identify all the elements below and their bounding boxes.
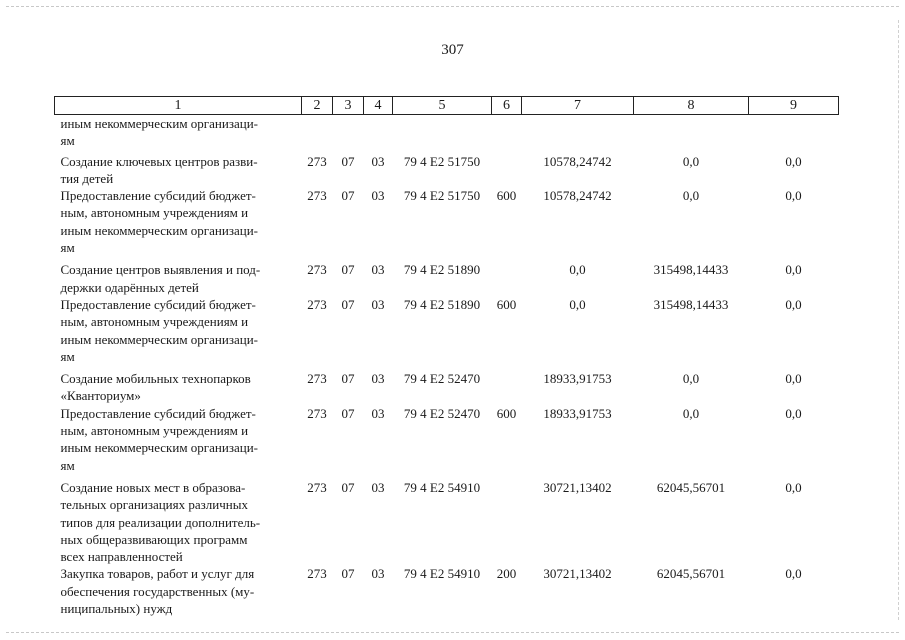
row-cell-c3: 07 (341, 296, 355, 312)
table-body (55, 115, 839, 618)
scan-bottom-edge (6, 632, 899, 633)
row-cell-c6: 600 (496, 188, 517, 204)
row-cell-c8: 0,0 (682, 153, 700, 169)
header-cell: 8 (634, 97, 749, 115)
row-cell-c2 (302, 115, 333, 150)
row-cell-c5: 79 4 Е2 54910 (403, 479, 481, 495)
row-description: Создание новых мест в образова- тельных организациях различных типов для реализации дополнитель- ных общеразвивающих программ всех направленностей (60, 479, 261, 565)
row-cell-c4: 03 (371, 262, 385, 278)
row-cell-c7: 30721,13402 (543, 479, 612, 495)
budget-table-wrapper (54, 96, 838, 617)
row-cell-c6 (492, 365, 522, 405)
row-description: иным некоммерческим организаци- ям (60, 116, 258, 149)
row-cell-c6 (492, 474, 522, 565)
row-cell-c3: 07 (341, 188, 355, 204)
table-row (55, 405, 839, 474)
row-description: Предоставление субсидий бюджет- ным, автономным учреждениям и иным некоммерческим организаци- ям (60, 296, 258, 364)
row-cell-c4: 03 (371, 296, 385, 312)
row-cell-c5: 79 4 Е2 51890 (403, 262, 481, 278)
table-row (55, 474, 839, 565)
row-cell-c8: 0,0 (682, 371, 700, 387)
header-cell: 2 (302, 97, 333, 115)
row-cell-c7 (522, 115, 634, 150)
row-description: Создание центров выявления и под- держки одарённых детей (60, 262, 261, 295)
row-description: Предоставление субсидий бюджет- ным, автономным учреждениям и иным некоммерческим организаци- ям (60, 188, 258, 256)
row-cell-c7: 18933,91753 (543, 405, 612, 421)
row-description: Предоставление субсидий бюджет- ным, автономным учреждениям и иным некоммерческим организаци- ям (60, 405, 258, 473)
table-row (55, 187, 839, 256)
row-cell-c2: 273 (307, 479, 327, 495)
row-cell-c9: 0,0 (785, 188, 802, 204)
row-cell-c2: 273 (307, 296, 327, 312)
row-description: Создание ключевых центров разви- тия детей (60, 153, 258, 186)
row-cell-c9: 0,0 (785, 371, 802, 387)
row-cell-c2: 273 (307, 188, 327, 204)
header-cell: 6 (492, 97, 522, 115)
row-cell-c4 (364, 115, 393, 150)
table-row (55, 365, 839, 405)
row-cell-c8: 0,0 (682, 188, 700, 204)
budget-table (54, 96, 839, 617)
row-cell-c6: 200 (496, 566, 517, 582)
row-cell-c4: 03 (371, 371, 385, 387)
row-cell-c7: 0,0 (569, 296, 586, 312)
row-cell-c4: 03 (371, 566, 385, 582)
row-cell-c5: 79 4 Е2 51890 (403, 296, 481, 312)
table-row (55, 296, 839, 365)
row-cell-c9 (749, 115, 839, 150)
row-cell-c2: 273 (307, 566, 327, 582)
row-cell-c5: 79 4 Е2 54910 (403, 566, 481, 582)
row-cell-c8: 315498,14433 (653, 262, 729, 278)
row-cell-c4: 03 (371, 153, 385, 169)
page-number: 307 (441, 42, 464, 58)
table-row (55, 565, 839, 617)
row-cell-c3: 07 (341, 405, 355, 421)
row-cell-c6: 600 (496, 296, 517, 312)
row-cell-c2: 273 (307, 405, 327, 421)
row-cell-c7: 0,0 (569, 262, 586, 278)
row-cell-c3: 07 (341, 371, 355, 387)
row-cell-c7: 30721,13402 (543, 566, 612, 582)
row-cell-c4: 03 (371, 188, 385, 204)
row-cell-c8: 62045,56701 (656, 566, 726, 582)
row-cell-c9: 0,0 (785, 479, 802, 495)
header-cell: 7 (522, 97, 634, 115)
header-cell: 5 (393, 97, 492, 115)
row-cell-c6 (492, 115, 522, 150)
row-cell-c8 (634, 115, 749, 150)
row-cell-c5 (393, 115, 492, 150)
row-cell-c2: 273 (307, 153, 327, 169)
table-row (55, 115, 839, 150)
row-cell-c6: 600 (496, 405, 517, 421)
row-cell-c2: 273 (307, 371, 327, 387)
row-cell-c8: 62045,56701 (656, 479, 726, 495)
header-row (55, 97, 839, 115)
header-cell: 3 (333, 97, 364, 115)
row-cell-c3: 07 (341, 479, 355, 495)
row-cell-c8: 0,0 (682, 405, 700, 421)
table-row (55, 256, 839, 296)
row-cell-c9: 0,0 (785, 153, 802, 169)
header-cell: 4 (364, 97, 393, 115)
row-cell-c7: 18933,91753 (543, 371, 612, 387)
row-cell-c3: 07 (341, 153, 355, 169)
row-cell-c5: 79 4 Е2 52470 (403, 371, 481, 387)
header-cell: 1 (55, 97, 302, 115)
row-description: Создание мобильных технопарков «Кванториум» (60, 371, 251, 404)
row-cell-c7: 10578,24742 (543, 188, 612, 204)
row-cell-c6 (492, 256, 522, 296)
row-cell-c3: 07 (341, 566, 355, 582)
row-cell-c2: 273 (307, 262, 327, 278)
header-cell: 9 (749, 97, 839, 115)
row-cell-c4: 03 (371, 479, 385, 495)
row-cell-c3 (333, 115, 364, 150)
row-cell-c5: 79 4 Е2 51750 (403, 188, 481, 204)
row-description: Закупка товаров, работ и услуг для обеспечения государственных (му- ниципальных) нужд (60, 566, 255, 617)
row-cell-c9: 0,0 (785, 262, 802, 278)
row-cell-c9: 0,0 (785, 566, 802, 582)
row-cell-c5: 79 4 Е2 51750 (403, 153, 481, 169)
row-cell-c3: 07 (341, 262, 355, 278)
scan-right-edge (898, 20, 899, 620)
scan-top-edge (6, 6, 899, 7)
row-cell-c9: 0,0 (785, 296, 802, 312)
row-cell-c4: 03 (371, 405, 385, 421)
table-row (55, 150, 839, 188)
row-cell-c7: 10578,24742 (543, 153, 612, 169)
row-cell-c6 (492, 150, 522, 188)
row-cell-c8: 315498,14433 (653, 296, 729, 312)
row-cell-c5: 79 4 Е2 52470 (403, 405, 481, 421)
row-cell-c9: 0,0 (785, 405, 802, 421)
